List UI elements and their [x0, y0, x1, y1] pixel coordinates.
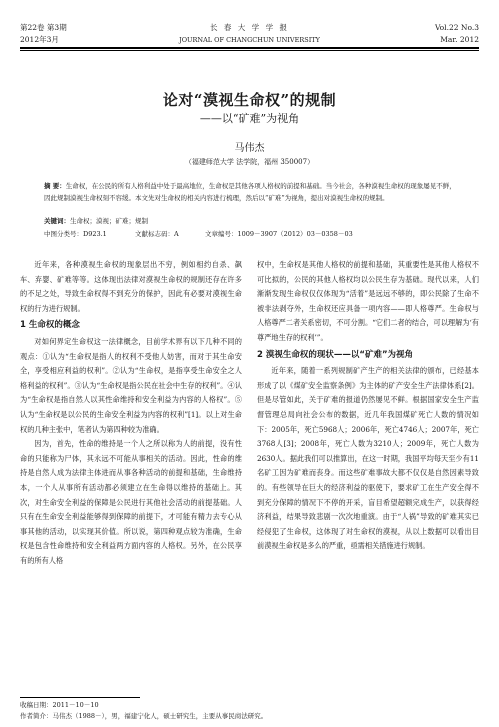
section-1-paragraph-1: 对如何界定生命权这一法律概念，目前学术界有以下几种不同的观点：①认为“生命权是指人的权利不受他人妨害，而对于其生命安全，享受相应利益的权利”。②认为“生命权，是指享受生命安全之人格利益的权利”。③认为“生命权是指公民在社会中生存的权利”。④认为“生命权是指自然人以其性命维持和安全利益为内容的人格权”。⑤认为“生命权是以公民的生命安全利益为内容的权利”[1]。以上对生命权的几种主张中，笔者认为第四种较为准确。	[20, 336, 242, 434]
article-number: 文章编号：1009－3907（2012）03－0358－03	[205, 230, 353, 238]
section-2-heading: 2 漠视生命权的现状——以“矿难”为视角	[257, 349, 414, 360]
abstract-text: 生命权，在公民的所有人格利益中处于最高地位，生命权是其他各项人格权的前提和基础。当今社会，各种漠视生命权的现象屡见不鲜，因此规制漠视生命权刻不容缓。本文先对生命权的相关内容进行梳理，然后以“矿难”为视角，提出对漠视生命权的规制。	[44, 182, 456, 202]
article-title: 论对“漠视生命权”的规制	[162, 91, 337, 109]
header-rule-thin	[20, 50, 479, 51]
section-1-heading: 1 生命权的概念	[20, 320, 80, 331]
footnote-rule	[20, 697, 140, 698]
right-column	[257, 258, 479, 554]
abstract	[44, 181, 456, 204]
journal-name-en: JOURNAL OF CHANGCHUN UNIVERSITY	[179, 36, 320, 44]
keywords-text: 生命权；漠视；矿难；规制	[70, 217, 148, 225]
keywords	[44, 216, 456, 228]
section-1-paragraph-2: 因为，首先，性命的维持是一个人之所以称为人的前提，没有性命的只能称为尸体，其永远不可能从事相关的活动。因此，性命的维持是自然人成为法律主体进而从事各种活动的前提和基础，生命维持本，一个人从事所有活动都必须建立在生命得以维持的基础上。其次，对生命安全利益的保障是公民进行其他社会活动的前提基础。人只有在生命安全利益能够得到保障的前提下，才可能有精力去专心从事其他的活动，以实现其价值。所以说，第四种观点较为准确，生命权是包含性命维持和安全利益两方面内容的人格权。另外，在公民享有的所有人格	[20, 439, 242, 565]
header-volume-en: Vol.22 No.3	[434, 23, 479, 32]
document-code: 文献标志码：A	[135, 230, 179, 238]
journal-name-cn: 长 春 大 学 学 报	[210, 23, 289, 32]
section-2-paragraph-1: 近年来，随着一系列规制矿产生产的相关法律的颁布，已经基本形成了以《煤矿安全监察条例》为主体的矿产安全生产法律体系[2]。但是尽管如此，关于矿难的报道仍然屡见不鲜。根据国家安全生产监督管理总局向社会公布的数据，近几年我国煤矿死亡人数的情况如下：2005年，死亡5968人；2006年，死亡4746人；2007年，死亡3768人[3]；2008年，死亡人数为3210人；2009年，死亡人数为2630人。据此我们可以推算出，在这一时期，我国平均每天至少有11名矿工因为矿难而丧身。而这些矿难事故大都不仅仅是自然因素导致的。有些领导在巨大的经济利益的驱使下，要求矿工在生产安全得不到充分保障的情况下不停的开采，盲目希望超额完成生产，以获得经济利益，结果导致悲剧一次次地重演。由于“人祸”导致的矿难其实已经侵犯了生命权，这体现了对生命权的漠视，从以上数据可以看出目前漠视生命权是多么的严重，亟需相关措施进行规制。	[257, 366, 479, 551]
intro-paragraph: 近年来，各种漠视生命权的现象层出不穷，例如相约自杀、飙车、弃婴、矿难等等。这体现出法律对漠视生命权的规制还存在许多的不足之处，导致生命权得不到充分的保护，因此有必要对漠视生命权的行为进行规制。	[20, 260, 242, 313]
author-name: 马伟杰	[234, 143, 265, 154]
received-date: 收稿日期：2011－10－10	[20, 701, 99, 709]
left-column	[20, 258, 242, 568]
header-volume: 第22卷 第3期	[20, 23, 67, 32]
article-subtitle: ——以“矿难”为视角	[199, 112, 300, 125]
continued-paragraph: 权中，生命权是其他人格权的前提和基础，其重要性是其他人格权不可比拟的，公民的其他人格权均以公民生存为基础。现代以来，人们渐渐发现生命权仅仅体现为“活着”是远远不够的，即公民除了生命不被非法剥夺外，生命权还应具备一项内容——即人格尊严。生命权与人格尊严二者关系密切，不可分割。“它们二者的结合，可以理解为‘有尊严地生存的权利’”。	[257, 260, 479, 342]
header-date-en: Mar. 2012	[440, 35, 479, 44]
header-date: 2012年3月	[20, 35, 59, 44]
header-rule-thick	[20, 47, 479, 49]
abstract-label: 摘 要：	[44, 182, 66, 190]
keywords-label: 关键词：	[44, 217, 70, 225]
author-bio: 作者简介：马伟杰（1988－），男，福建宁化人，硕士研究生，主要从事民商法研究。	[20, 712, 268, 720]
author-affiliation: （福建师范大学 法学院，福州 350007）	[184, 158, 315, 166]
clc-number: 中图分类号：D923.1	[44, 230, 107, 238]
